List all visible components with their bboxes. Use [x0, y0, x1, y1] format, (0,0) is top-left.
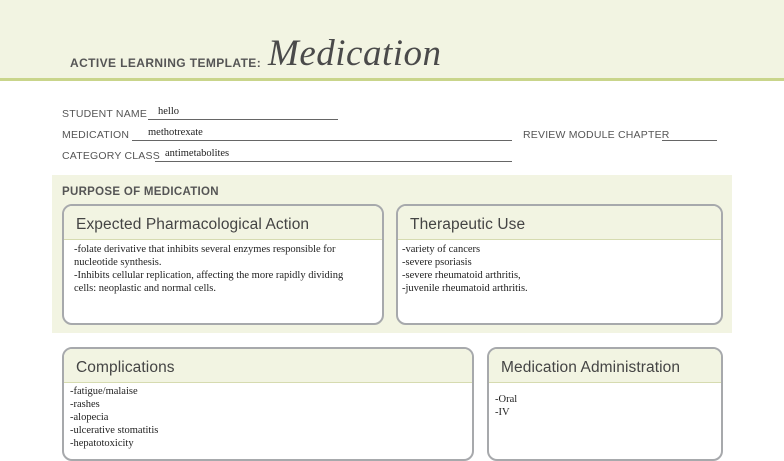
medication-field[interactable]: methotrexate	[148, 127, 203, 138]
administration-title: Medication Administration	[501, 359, 681, 376]
administration-text[interactable]	[489, 383, 721, 419]
text-line: -hepatotoxicity	[70, 438, 134, 449]
text-line: -folate derivative that inhibits several enzymes responsible for	[74, 244, 336, 255]
complications-title: Complications	[76, 359, 175, 376]
text-line: -juvenile rheumatoid arthritis.	[402, 283, 528, 294]
therapeutic-use-text[interactable]	[398, 240, 721, 295]
text-line: -alopecia	[70, 412, 109, 423]
purpose-title: PURPOSE OF MEDICATION	[62, 186, 219, 198]
review-module-chapter-label: REVIEW MODULE CHAPTER	[523, 129, 670, 141]
text-line: -severe rheumatoid arthritis,	[402, 270, 521, 281]
text-line: -Inhibits cellular replication, affecting the more rapidly dividing	[74, 270, 344, 281]
medication-label: MEDICATION	[62, 129, 130, 141]
complications-header	[64, 349, 472, 383]
category-class-field[interactable]: antimetabolites	[165, 148, 230, 159]
text-line: -Oral	[495, 394, 518, 405]
therapeutic-use-title: Therapeutic Use	[410, 216, 526, 233]
text-line: -IV	[495, 407, 510, 418]
complications-text[interactable]	[64, 383, 472, 450]
header-divider	[0, 78, 784, 81]
text-line: nucleotide synthesis.	[74, 257, 162, 268]
text-line: cells: neoplastic and normal cells.	[74, 283, 216, 294]
review-module-chapter-line	[662, 140, 717, 141]
administration-box	[487, 347, 723, 461]
expected-action-header	[64, 206, 382, 240]
text-line: -ulcerative stomatitis	[70, 425, 159, 436]
text-line: -fatigue/malaise	[70, 386, 138, 397]
template-label: ACTIVE LEARNING TEMPLATE:	[70, 56, 262, 70]
student-name-field[interactable]: hello	[158, 106, 179, 117]
page-title: Medication	[268, 33, 442, 74]
expected-action-text[interactable]	[64, 240, 382, 295]
administration-header	[489, 349, 721, 383]
text-line: -severe psoriasis	[402, 257, 472, 268]
student-name-label: STUDENT NAME	[62, 108, 148, 120]
text-line: -variety of cancers	[402, 244, 481, 255]
expected-action-box	[62, 204, 384, 325]
medication-line	[132, 140, 512, 141]
text-line: -rashes	[70, 399, 100, 410]
therapeutic-use-header	[398, 206, 721, 240]
category-class-label: CATEGORY CLASS	[62, 150, 160, 162]
expected-action-title: Expected Pharmacological Action	[76, 216, 310, 233]
student-name-line	[148, 119, 338, 120]
category-class-line	[155, 161, 512, 162]
therapeutic-use-box	[396, 204, 723, 325]
complications-box	[62, 347, 474, 461]
